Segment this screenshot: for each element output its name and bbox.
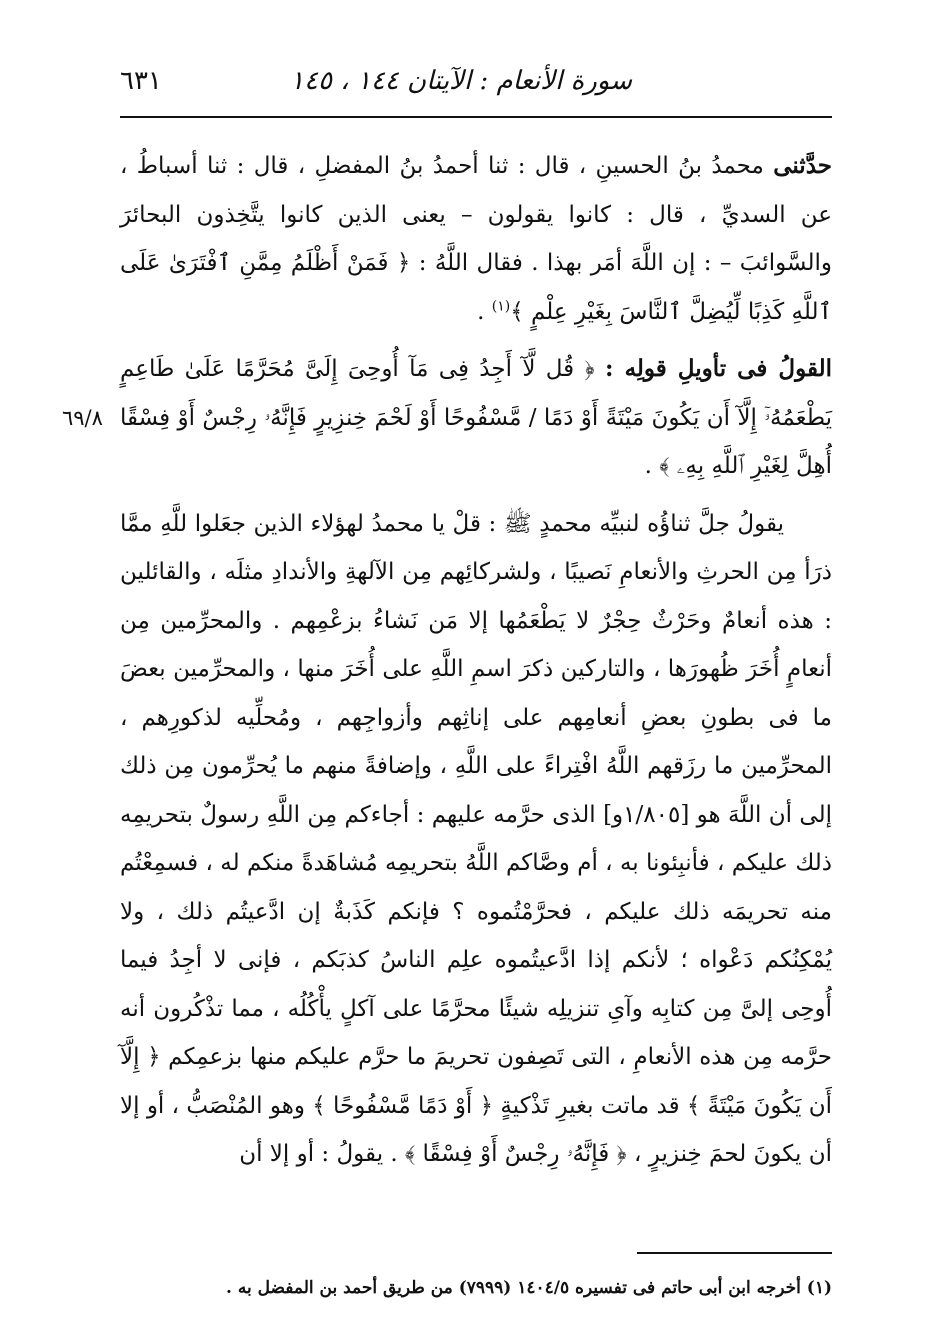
paragraph-tail: . <box>644 453 660 479</box>
paragraph-tail: . <box>477 298 492 325</box>
quran-quote: ﴿ فَمَنْ أَظْلَمُ مِمَّنِ ٱفْتَرَىٰ عَلَى ٱللَّهِ كَذِبًا لِّيُضِلَّ ٱلنَّاسَ بِغَيْرِ عِلْمٍ ﴾ <box>120 250 832 325</box>
paragraph-text: قد ماتت بغيرِ تَذْكيةٍ <box>493 1092 687 1119</box>
paragraph-text: يقولُ جلَّ ثناؤُه لنبيِّه محمدٍ ﷺ : قلْ يا محمدُ لهؤلاء الذين جعَلوا للَّهِ ممَّا ذرَأ مِن الحرثِ والأنعامِ نَصيبًا ، ولشركائِهم مِن الآلهةِ والأندادِ مثلَه ، والقائلين : هذه أنعامٌ وحَرْثٌ حِجْرٌ لا يَطْعَمُها إلا مَن نَشاءُ بزعْمِهم . والمحرِّمين مِن أنعامٍ أُخَرَ ظُهورَها ، والتاركين ذكرَ اسمِ اللَّهِ على أُخَرَ منها ، والمحرِّمين بعضَ ما فى بطونِ بعضِ أنعامِهم على إناثِهم وأزواجِهم ، ومُحلِّيه لذكورِهم ، المحرِّمين ما رزَقهم اللَّهُ افْتِراءً على اللَّهِ ، وإضافةً منهم ما يُحرِّمون مِن ذلك إلى أن اللَّهَ هو [١/٨٠٥و] الذى حرَّمه عليهم : أجاءكم مِن اللَّهِ رسولٌ بتحريمِه ذلك عليكم ، فأنبِئونا به ، أم وصَّاكم اللَّهُ بتحريمِه مُشاهَدةً منكم له ، فسمِعْتُم منه تحريمَه ذلك عليكم ، فحرَّمْتُموه ؟ فإنكم كَذَبةٌ إن ادَّعيتُم ذلك ، ولا يُمْكِنُكم دَعْواه ؛ لأنكم إذا ادَّعيتُموه علِم الناسُ كذبَكم ، فإنى لا أجِدُ فيما أُوحِى إلىَّ مِن كتابِه وآىِ تنزيلِه شيئًا محرَّمًا على آكلٍ يأْكُلُه ، مما تذْكُرون أنه حرَّمه مِن هذه الأنعامِ ، التى تَصِفون تحريمَ ما حرَّم عليكم منها بزعمِكم <box>120 510 832 1070</box>
quran-quote: ﴿ أَوْ دَمًا مَّسْفُوحًا ﴾ <box>312 1092 494 1119</box>
paragraph-tail: . يقولُ : أو إلا أن <box>239 1141 406 1167</box>
paragraph-commentary <box>120 500 832 1179</box>
footnote-divider <box>637 1252 832 1254</box>
quran-quote: ﴿ فَإِنَّهُۥ رِجْسٌ أَوْ فِسْقًا ﴾ <box>405 1141 627 1167</box>
quran-quote: ﴿ إِلَّآ أَن يَكُونَ مَيْتَةً ﴾ <box>120 1044 832 1119</box>
margin-note: ٦٩/٨ <box>62 406 103 430</box>
header-divider <box>120 116 832 118</box>
paragraph-text: وهو المُنْصَبُّ ، أو إلا أن يكونَ لحمَ خِنزيرٍ ، <box>120 1092 832 1167</box>
page-header <box>120 60 832 108</box>
running-title: سورة الأنعام : الآيتان ١٤٤ ، ١٤٥ <box>290 66 632 96</box>
page-number: ٦٣١ <box>120 66 162 96</box>
footnote-reference: (١) <box>491 297 511 314</box>
paragraph-hadith <box>120 142 832 336</box>
main-text <box>120 142 832 1188</box>
paragraph-lead: القولُ فى تأويلِ قولِه : <box>605 355 832 382</box>
paragraph-lead: حدَّثنى <box>773 152 832 179</box>
paragraph-text: محمدُ بنُ الحسينِ ، قال : ثنا أحمدُ بنُ المفضلِ ، قال : ثنا أسباطُ ، عن السديِّ ، قال : كانوا يقولون – يعنى الذين كانوا يتَّخِذون البحائرَ والسَّوائبَ – : إن اللَّهَ أمَر بهذا . فقال اللَّهُ : <box>120 153 833 276</box>
footnote: (١) أخرجه ابن أبى حاتم فى تفسيره ١٤٠٤/٥ (٧٩٩٩) من طريق أحمد بن المفضل به . <box>226 1278 832 1298</box>
quran-quote: ﴿ قُل لَّآ أَجِدُ فِى مَآ أُوحِىَ إِلَىَّ مُحَرَّمًا عَلَىٰ طَاعِمٍ يَطْعَمُهُۥٓ إِلَّآ أَن يَكُونَ مَيْتَةً أَوْ دَمًا / مَّسْفُوحًا أَوْ لَحْمَ خِنزِيرٍ فَإِنَّهُۥ رِجْسٌ أَوْ فِسْقًا أُهِلَّ لِغَيْرِ ٱللَّهِ بِهِۦ ﴾ <box>120 356 832 479</box>
paragraph-verse-heading <box>120 345 832 491</box>
